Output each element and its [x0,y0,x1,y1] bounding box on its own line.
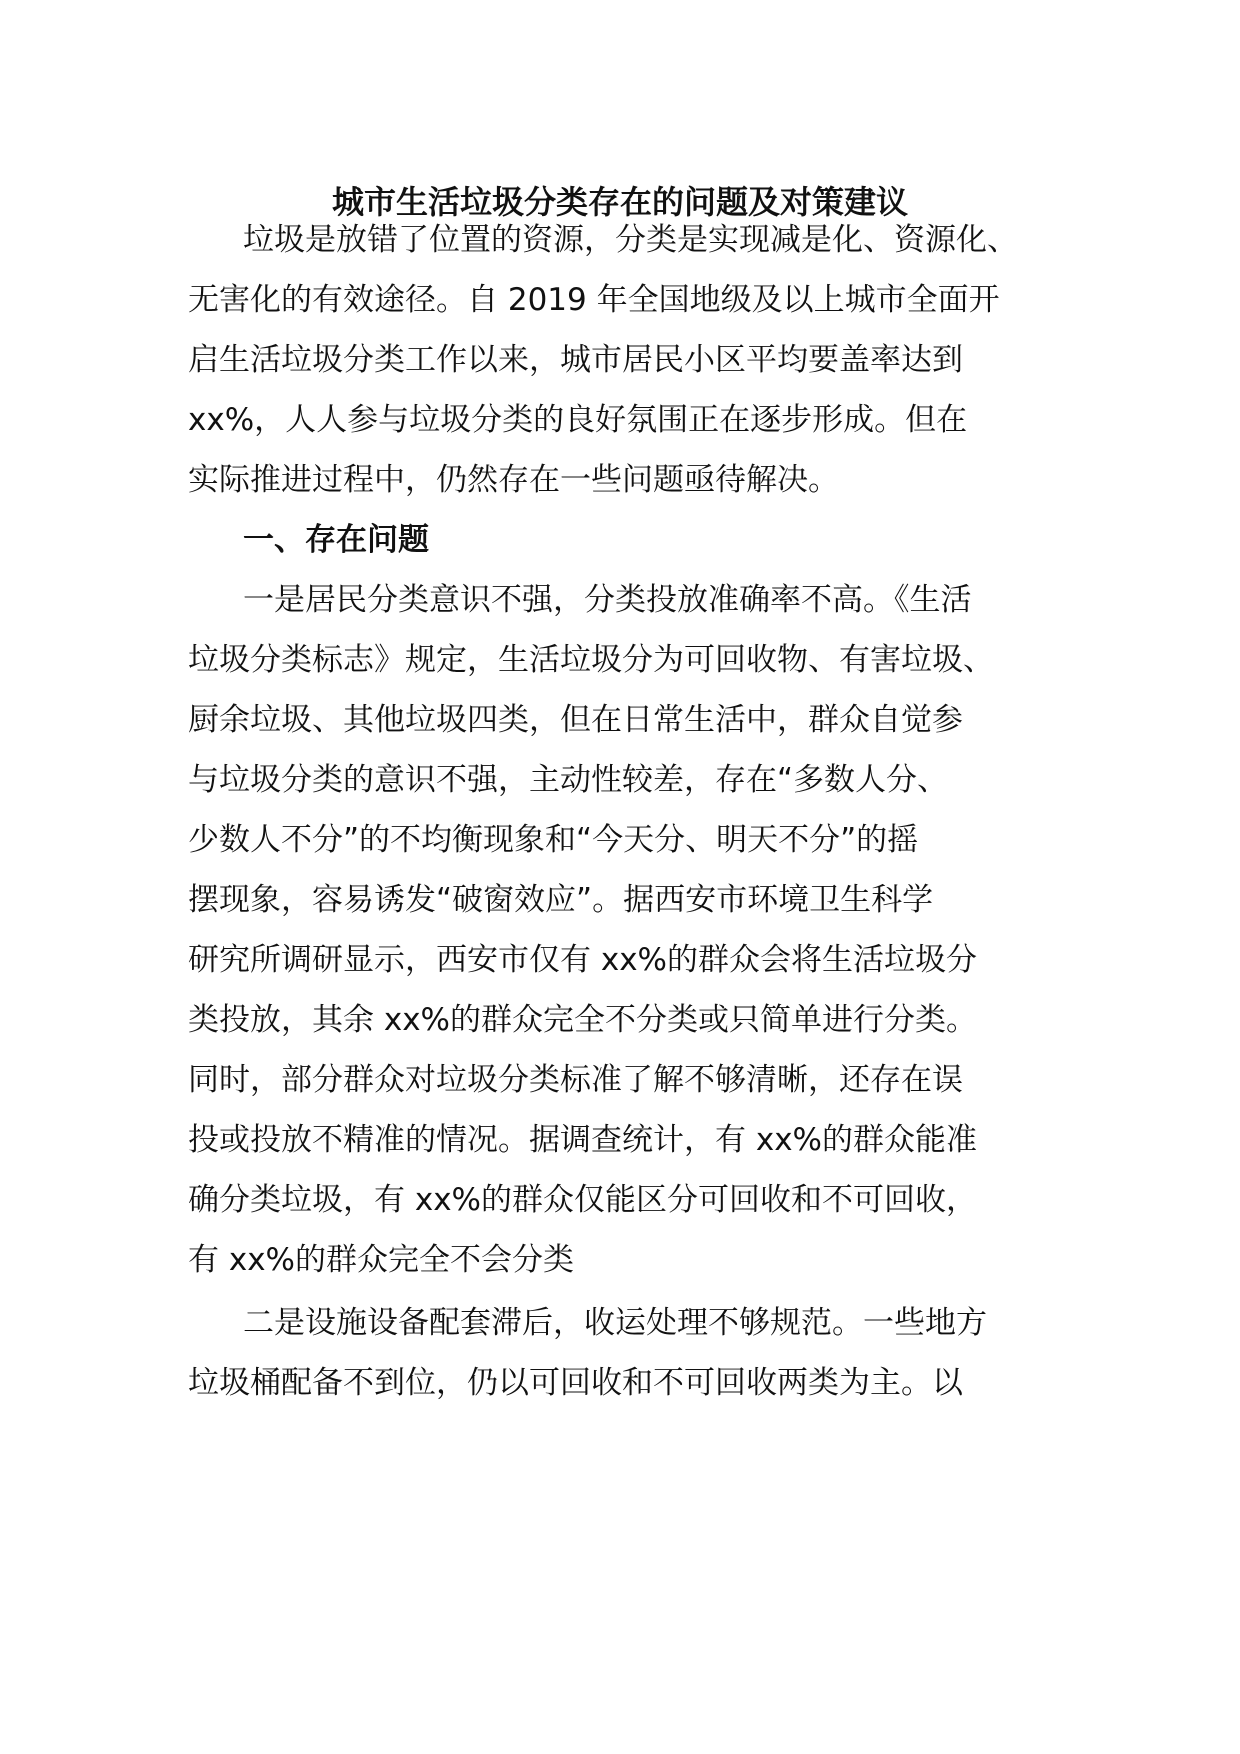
para2-line-1: 二是设施设备配套滞后，收运处理不够规范。一些地方 [243,1305,987,1341]
intro-line-1: 垃圾是放错了位置的资源，分类是实现减是化、资源化、 [243,222,1018,258]
para1-line-10: 投或投放不精准的情况。据调查统计，有 xx%的群众能准 [188,1122,977,1158]
para1-line-4: 与垃圾分类的意识不强，主动性较差，存在“多数人分、 [188,762,949,798]
para1-line-11: 确分类垃圾，有 xx%的群众仅能区分可回收和不可回收， [188,1182,977,1218]
para2-line-2: 垃圾桶配备不到位，仍以可回收和不可回收两类为主。以 [188,1365,963,1401]
para1-line-3: 厨余垃圾、其他垃圾四类，但在日常生活中，群众自觉参 [188,702,963,738]
para1-line-5: 少数人不分”的不均衡现象和“今天分、明天不分”的摇 [188,822,919,858]
para1-line-8: 类投放，其余 xx%的群众完全不分类或只简单进行分类。 [188,1002,977,1038]
para1-line-6: 摆现象，容易诱发“破窗效应”。据西安市环境卫生科学 [188,882,934,918]
para1-line-2: 垃圾分类标志》规定，生活垃圾分为可回收物、有害垃圾、 [188,642,994,678]
intro-line-2: 无害化的有效途径。自 2019 年全国地级及以上城市全面开 [188,282,1000,318]
document-title: 城市生活垃圾分类存在的问题及对策建议 [331,183,908,221]
para1-line-7: 研究所调研显示，西安市仅有 xx%的群众会将生活垃圾分 [188,942,977,978]
intro-line-4: xx%，人人参与垃圾分类的良好氛围正在逐步形成。但在 [188,402,968,438]
intro-line-3: 启生活垃圾分类工作以来，城市居民小区平均要盖率达到 [188,342,963,378]
para1-line-12: 有 xx%的群众完全不会分类 [188,1242,575,1278]
intro-line-5: 实际推进过程中，仍然存在一些问题亟待解决。 [188,462,839,498]
para1-line-1: 一是居民分类意识不强，分类投放准确率不高。《生活 [243,582,972,618]
para1-line-9: 同时，部分群众对垃圾分类标准了解不够清晰，还存在误 [188,1062,963,1098]
section-heading: 一、存在问题 [243,522,429,558]
